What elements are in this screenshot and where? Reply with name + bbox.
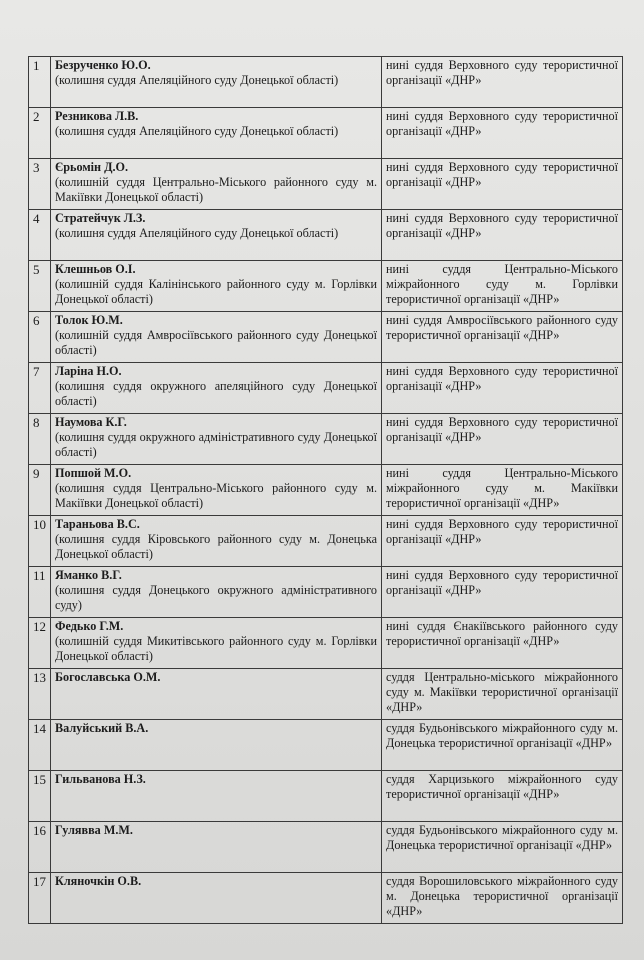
judge-cell — [51, 363, 382, 414]
current-position: нині суддя Верховного суду терористичної організації «ДНР» — [382, 108, 623, 159]
table-row — [29, 822, 623, 873]
current-position: нині суддя Верховного суду терористичної організації «ДНР» — [382, 57, 623, 108]
former-position: (колишня суддя Центрально-Міського районного суду м. Макіївки Донецької області) — [55, 481, 377, 510]
row-number: 17 — [29, 873, 51, 924]
row-number: 7 — [29, 363, 51, 414]
table-row — [29, 414, 623, 465]
judge-cell — [51, 873, 382, 924]
judge-name: Тараньова В.С. — [55, 517, 140, 531]
judge-cell — [51, 822, 382, 873]
judge-name: Гулявва М.М. — [55, 823, 133, 837]
current-position: суддя Будьонівського міжрайонного суду м. Донецька терористичної організації «ДНР» — [382, 720, 623, 771]
current-position: нині суддя Верховного суду терористичної організації «ДНР» — [382, 159, 623, 210]
table-row — [29, 363, 623, 414]
judge-cell — [51, 57, 382, 108]
table-row — [29, 618, 623, 669]
judge-cell — [51, 720, 382, 771]
current-position: нині суддя Єнакіївського районного суду терористичної організації «ДНР» — [382, 618, 623, 669]
row-number: 16 — [29, 822, 51, 873]
judge-name: Наумова К.Г. — [55, 415, 127, 429]
table-row — [29, 669, 623, 720]
row-number: 9 — [29, 465, 51, 516]
row-number: 14 — [29, 720, 51, 771]
judge-name: Валуйський В.А. — [55, 721, 149, 735]
current-position: нині суддя Верховного суду терористичної організації «ДНР» — [382, 567, 623, 618]
judge-cell — [51, 108, 382, 159]
row-number: 2 — [29, 108, 51, 159]
row-number: 1 — [29, 57, 51, 108]
judge-cell — [51, 465, 382, 516]
row-number: 6 — [29, 312, 51, 363]
table-row — [29, 210, 623, 261]
former-position: (колишня суддя Апеляційного суду Донецької області) — [55, 226, 339, 240]
row-number: 4 — [29, 210, 51, 261]
current-position: суддя Харцизького міжрайонного суду терористичної організації «ДНР» — [382, 771, 623, 822]
former-position: (колишня суддя Кіровського районного суду м. Донецька Донецької області) — [55, 532, 377, 561]
judge-name: Безрученко Ю.О. — [55, 58, 151, 72]
former-position: (колишній суддя Центрально-Міського районного суду м. Макіївки Донецької області) — [55, 175, 377, 204]
row-number: 3 — [29, 159, 51, 210]
judge-name: Яманко В.Г. — [55, 568, 122, 582]
former-position: (колишня суддя Апеляційного суду Донецької області) — [55, 124, 339, 138]
current-position: суддя Центрально-міського міжрайонного суду м. Макіївки терористичної організації «ДНР» — [382, 669, 623, 720]
judge-cell — [51, 618, 382, 669]
judge-name: Ларіна Н.О. — [55, 364, 122, 378]
judge-name: Толок Ю.М. — [55, 313, 123, 327]
judge-cell — [51, 312, 382, 363]
judge-cell — [51, 159, 382, 210]
table-row — [29, 771, 623, 822]
judge-cell — [51, 261, 382, 312]
table-row — [29, 516, 623, 567]
judge-name: Єрьомін Д.О. — [55, 160, 129, 174]
table-row — [29, 873, 623, 924]
table-row — [29, 312, 623, 363]
current-position: нині суддя Центрально-Міського міжрайонного суду м. Горлівки терористичної організації «ДНР» — [382, 261, 623, 312]
table-row — [29, 567, 623, 618]
former-position: (колишня суддя Донецького окружного адміністративного суду) — [55, 583, 377, 612]
current-position: нині суддя Центрально-Міського міжрайонного суду м. Макіївки терористичної організації «ДНР» — [382, 465, 623, 516]
judge-name: Стратейчук Л.З. — [55, 211, 146, 225]
row-number: 11 — [29, 567, 51, 618]
former-position: (колишній суддя Микитівського районного суду м. Горлівки Донецької області) — [55, 634, 377, 663]
former-position: (колишня суддя окружного апеляційного суду Донецької області) — [55, 379, 377, 408]
judge-cell — [51, 669, 382, 720]
row-number: 10 — [29, 516, 51, 567]
table-row — [29, 108, 623, 159]
current-position: нині суддя Верховного суду терористичної організації «ДНР» — [382, 210, 623, 261]
judge-cell — [51, 516, 382, 567]
row-number: 12 — [29, 618, 51, 669]
table-row — [29, 261, 623, 312]
former-position: (колишня суддя окружного адміністративного суду Донецької області) — [55, 430, 377, 459]
current-position: нині суддя Верховного суду терористичної організації «ДНР» — [382, 516, 623, 567]
judges-table — [28, 56, 623, 924]
judge-cell — [51, 567, 382, 618]
table-row — [29, 720, 623, 771]
former-position: (колишній суддя Амвросіївського районного суду Донецької області) — [55, 328, 377, 357]
table-row — [29, 159, 623, 210]
judge-name: Резникова Л.В. — [55, 109, 139, 123]
judge-name: Попшой М.О. — [55, 466, 132, 480]
judge-cell — [51, 414, 382, 465]
row-number: 13 — [29, 669, 51, 720]
judge-cell — [51, 210, 382, 261]
table-row — [29, 57, 623, 108]
judge-name: Федько Г.М. — [55, 619, 124, 633]
judge-cell — [51, 771, 382, 822]
current-position: нині суддя Верховного суду терористичної організації «ДНР» — [382, 414, 623, 465]
current-position: суддя Будьонівського міжрайонного суду м. Донецька терористичної організації «ДНР» — [382, 822, 623, 873]
former-position: (колишня суддя Апеляційного суду Донецької області) — [55, 73, 339, 87]
row-number: 15 — [29, 771, 51, 822]
judge-name: Клешньов О.І. — [55, 262, 136, 276]
current-position: нині суддя Верховного суду терористичної організації «ДНР» — [382, 363, 623, 414]
former-position: (колишній суддя Калінінського районного суду м. Горлівки Донецької області) — [55, 277, 377, 306]
judge-name: Гильванова Н.З. — [55, 772, 146, 786]
table-row — [29, 465, 623, 516]
row-number: 5 — [29, 261, 51, 312]
judge-name: Кляночкін О.В. — [55, 874, 142, 888]
judge-name: Богославська О.М. — [55, 670, 161, 684]
judges-table-body — [29, 57, 623, 924]
current-position: суддя Ворошиловського міжрайонного суду м. Донецька терористичної організації «ДНР» — [382, 873, 623, 924]
row-number: 8 — [29, 414, 51, 465]
current-position: нині суддя Амвросіївського районного суду терористичної організації «ДНР» — [382, 312, 623, 363]
